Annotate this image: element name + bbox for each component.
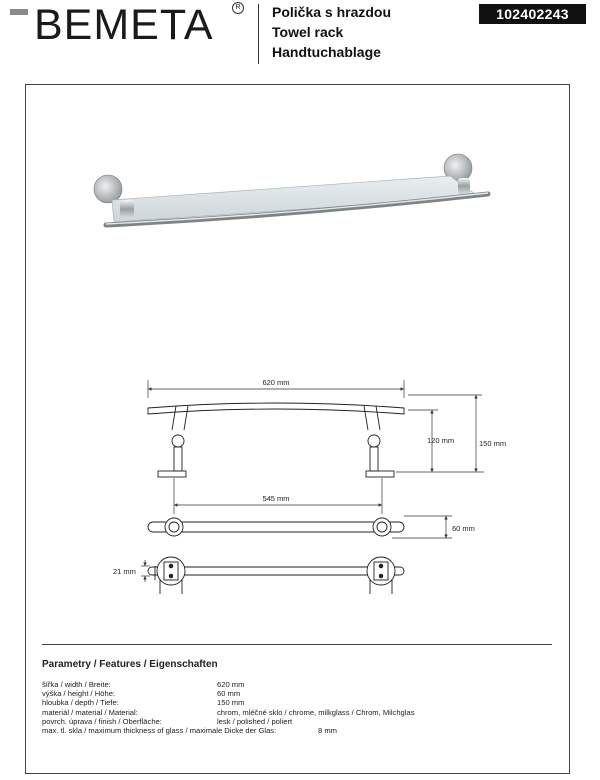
spec-row-glass-thickness	[42, 726, 562, 735]
spec-row-depth	[42, 698, 562, 707]
spec-label: hloubka / depth / Tiefe:	[42, 698, 119, 708]
title-en: Towel rack	[272, 24, 344, 40]
front-view-drawing	[148, 403, 404, 477]
spec-value: 60 mm	[217, 689, 241, 699]
dim-total-height-label: 150 mm	[479, 439, 507, 448]
spec-value: chrom, mléčné sklo / chrome, milkglass / Chrom, Milchglas	[217, 707, 415, 717]
spec-row-height	[42, 689, 562, 698]
product-photo	[94, 154, 488, 225]
features-table	[42, 680, 562, 735]
top-view-drawing	[148, 518, 404, 536]
title-de: Handtuchablage	[272, 44, 381, 60]
spec-row-material	[42, 708, 562, 717]
spec-value: 150 mm	[217, 698, 245, 708]
spec-label: materiál / material / Material:	[42, 707, 138, 717]
spec-row-width	[42, 680, 562, 689]
spec-label: výška / height / Höhe:	[42, 689, 116, 699]
spec-label: šířka / width / Breite:	[42, 680, 111, 689]
spec-label: max. tl. skla / maximum thickness of glass / maximale Dicke der Glas:	[42, 725, 277, 735]
spec-value: 620 mm	[217, 680, 245, 689]
dim-width-label: 620 mm	[262, 378, 290, 387]
dim-distance-label: 545 mm	[262, 494, 290, 503]
spec-label: povrch. úprava / finish / Oberfläche:	[42, 716, 162, 726]
dim-wall-label: 21 mm	[113, 567, 136, 576]
registered-mark: R	[232, 2, 244, 14]
spec-row-finish	[42, 717, 562, 726]
spec-value: 8 mm	[318, 725, 337, 735]
title-cz: Polička s hrazdou	[272, 4, 392, 20]
dim-inner-height-label: 120 mm	[427, 436, 455, 445]
dim-depth-label: 60 mm	[452, 524, 475, 533]
features-title: Parametry / Features / Eigenschaften	[42, 659, 218, 670]
brand-logo: BEMETA	[34, 1, 214, 49]
section-divider	[42, 644, 552, 645]
bottom-view-drawing	[148, 557, 404, 594]
spec-value: lesk / polished / poliert	[217, 716, 293, 726]
product-code: 102402243	[479, 4, 586, 24]
